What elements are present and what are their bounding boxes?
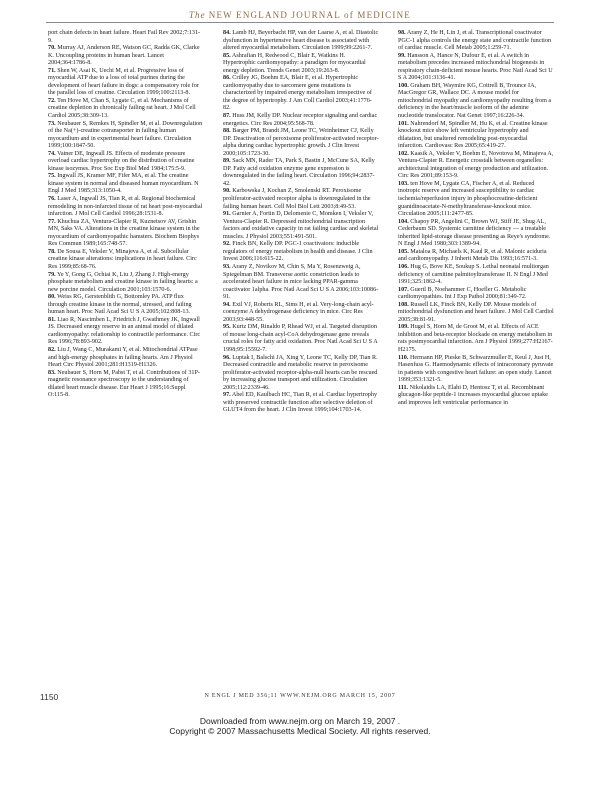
reference-text: Graham BH, Waymire KG, Cottrell B, Trounce IA, MacGregor GR, Wallace DC. A mouse model for mitochondrial myopathy and cardiomyopathy resulting from a deficiency in the heart/muscle isoform of the adenine nucleotide translocator. Nat Genet 1997;16:226-34. [398,82,552,120]
reference-entry [398,121,554,151]
reference-number: 87. [223,113,231,120]
journal-header-pre: The [189,10,206,20]
reference-text: Weiss RG, Gerstenblith G, Bottomley PA. ATP flux through creatine kinase in the normal, stressed, and failing human heart. Proc Natl Acad Sci U S A 2005;102:808-13. [48,294,192,316]
reference-entry [398,53,554,83]
reference-entry [398,249,554,264]
reference-text: De Sousa E, Veksler V, Minajeva A, et al. Subcellular creatine kinase alterations: implications in heart failure. Circ Res 1999;85:68-76. [48,248,197,270]
reference-number: 99. [398,52,406,59]
reference-entry [223,302,379,325]
reference-column-3 [398,30,554,407]
reference-number: 74. [48,150,56,157]
journal-header-name: NEW ENGLAND JOURNAL of MEDICINE [208,10,411,20]
reference-number: 102. [398,150,409,157]
reference-number: 111. [398,384,409,391]
reference-number: 72. [48,97,56,104]
reference-text: Laser A, Ingwall JS, Tian R, et al. Regional biochemical remodeling in non-infarcted tissue of rat heart post-myocardial infarction. J Mol Cell Cardiol 1996;28:1531-8. [48,196,203,218]
reference-number: 100. [398,82,409,89]
reference-entry [223,264,379,302]
reference-entry [48,347,204,370]
reference-number: 71. [48,67,56,74]
reference-number: 80. [48,294,56,301]
reference-number: 88. [223,128,231,135]
reference-entry [223,211,379,241]
reference-text: Neubauer S, Remkes H, Spindler M, et al. Downregulation of the Na(+)-creatine cotransporter in failing human myocardium and in experimental heart failure. Circulation 1999;100:1847-50. [48,120,203,150]
reference-number: 76. [48,196,56,203]
reference-text: Nikolaidis LA, Elahi D, Hentosz T, et al. Recombinant glucagon-like peptide-1 increases myocardial glucose uptake and improves left ventricular performance in [398,384,548,406]
reference-text: Luptak I, Balschi JA, Xing Y, Leone TC, Kelly DP, Tian R. Decreased contractile and metabolic reserve in peroxisome proliferator-activated receptor-alpha-null hearts can be rescued by increasing glucose transport and utilization. Circulation 2005;112:2339-46. [223,354,378,391]
reference-entry [398,355,554,385]
reference-entry [223,188,379,211]
reference-text: Chapoy PR, Angelini C, Brown WJ, Stiff JE, Shug AL, Cederbaum SD. Systemic carnitine deficiency — a treatable inherited lipid-storage disease presenting as Reye's syndrome. N Engl J Med 1980;303:1389-94. [398,218,551,248]
reference-text: Barger PM, Brandt JM, Leone TC, Weinheimer CJ, Kelly DP. Deactivation of peroxisome proliferator-activated receptor-alpha during cardiac hypertrophic growth. J Clin Invest 2000;105:1723-30. [223,128,379,157]
reference-entry [223,53,379,76]
reference-entry [48,68,204,98]
reference-entry [398,302,554,325]
reference-number: 108. [398,301,409,308]
reference-text: Huss JM, Kelly DP. Nuclear receptor signaling and cardiac energetics. Circ Res 2004;95:568-78. [223,113,378,127]
reference-entry [398,30,554,53]
reference-entry [223,75,379,113]
reference-entry [223,30,379,53]
reference-text: Karbowska J, Kochan Z, Smolenski RT. Peroxisome proliferator-activated receptor alpha is downregulated in the failing human heart. Cell Mol Biol Lett 2003;8:49-53. [223,188,371,210]
reference-text: Vatner DE, Ingwall JS. Effects of moderate pressure overload cardiac hypertrophy on the distribution of creatine kinase isozymes. Proc Soc Exp Biol Med 1984;175:5-9. [48,150,195,172]
reference-text: Neubauer S, Horn M, Pabst T, et al. Contributions of 31P-magnetic resonance spectroscopy to the understanding of dilated heart muscle disease. Eur Heart J 1995;16:Suppl O:115-8. [48,369,200,399]
reference-entry [223,128,379,158]
reference-text: Russell LK, Finck BN, Kelly DP. Mouse models of mitochondrial dysfunction and heart failure. J Mol Cell Cardiol 2005;38:81-91. [398,301,554,323]
reference-text: Exil VJ, Roberts RL, Sims H, et al. Very-long-chain acyl-coenzyme A dehydrogenase deficiency in mice. Circ Res 2003;93:448-55. [223,301,374,323]
page-number: 1150 [40,692,59,702]
reference-number: 96. [223,354,231,361]
reference-text: Hugel S, Horn M, de Groot M, et al. Effects of ACE inhibition and beta-receptor blockade on energy metabolism in rats postmyocardial infarction. Am J Physiol 1999;277:H2167-H2175. [398,324,553,353]
reference-number: 83. [48,369,56,376]
reference-text: Finck BN, Kelly DP. PGC-1 coactivators: inducible regulators of energy metabolism in health and disease. J Clin Invest 2006;116:615-22. [223,241,373,263]
reference-entry [223,355,379,393]
reference-number: 106. [398,263,409,270]
reference-entry [398,264,554,287]
reference-entry [398,83,554,121]
reference-entry [223,392,379,415]
reference-text: Liao R, Nascimben L, Friedrich J, Gwathmey JK, Ingwall JS. Decreased energy reserve in an animal model of dilated cardiomyopathy: relationship to contractile performance. Circ Res 1996;78:893-902. [48,316,201,346]
reference-text: Abel ED, Kaulbach HC, Tian R, et al. Cardiac hypertrophy with preserved contractile function after selective deletion of GLUT4 from the heart. J Clin Invest 1999;104:1703-14. [223,392,378,414]
reference-text: Ten Hove M, Chan S, Lygate C, et al. Mechanisms of creatine depletion in chronically failing rat heart. J Mol Cell Cardiol 2005;38:309-13. [48,97,196,120]
download-notice-line-1: Downloaded from www.nejm.org on March 19, 2007 . [199,716,401,726]
reference-entry [398,219,554,249]
reference-entry [223,324,379,354]
reference-entry [48,196,204,219]
reference-text: ten Hove M, Lygate CA, Fischer A, et al. Reduced inotropic reserve and increased susceptibility to cardiac ischemia/reperfusion injury in phosphocreatine-deficient guanidinoacetate-N-methyltransferase-knockout mice. Circulation 2005;111:2477-85. [398,180,538,218]
copyright-line: Copyright © 2007 Massachusetts Medical Society. All rights reserved. [169,726,431,736]
reference-entry [48,272,204,295]
reference-text: Ye Y, Gong G, Ochiai K, Liu J, Zhang J. High-energy phosphate metabolism and creatine kinase in failing hearts: a new porcine model. Circulation 2001;103:1570-6. [48,271,198,293]
reference-text: Hug G, Bove KE, Soukup S. Lethal neonatal multiorgan deficiency of carnitine palmitoyltransferase II. N Engl J Med 1991;325:1862-4. [398,263,549,286]
reference-text: Hansson A, Hance N, Dufour E, et al. A switch in metabolism precedes increased mitochondrial biogenesis in respiratory chain-deficient mouse hearts. Proc Natl Acad Sci U S A 2004;101:3136-41. [398,52,553,82]
reference-number: 101. [398,120,409,127]
reference-number: 89. [223,158,231,165]
reference-text: Liu J, Wang C, Murakami Y, et al. Mitochondrial ATPase and high-energy phosphates in failing hearts. Am J Physiol Heart Circ Physiol 2001;281:H1319-H1326. [48,346,198,369]
reference-number: 104. [398,218,409,225]
reference-number: 81. [48,316,56,323]
reference-number: 95. [223,324,231,331]
reference-number: 90. [223,188,231,195]
journal-citation-line: N ENGL J MED 356;11 WWW.NEJM.ORG MARCH 15, 2007 [204,693,396,699]
reference-text: Lamb HJ, Beyerbacht HP, van der Laarse A, et al. Diastolic dysfunction in hypertensive heart disease is associated with altered myocardial metabolism. Circulation 1999;99:2261-7. [223,30,379,52]
reference-entry [398,181,554,219]
reference-text: Arany Z, Novikov M, Chin S, Ma Y, Rosenzweig A, Spiegelman BM. Transverse aortic constriction leads to accelerated heart failure in mice lacking PPAR-gamma coactivator 1alpha. Proc Natl Acad Sci U S A 2006;103:10086-91. [223,263,379,301]
reference-text: Crilley JG, Boehm EA, Blair E, et al. Hypertrophic cardiomyopathy due to sarcomere gene mutations is characterized by impaired energy metabolism irrespective of the degree of hypertrophy. J Am Coll Cardiol 2003;41:1776-82. [223,75,372,112]
header-rule [46,22,554,23]
reference-entry [48,219,204,249]
reference-column-2 [223,30,379,415]
reference-text: Garnier A, Fortin D, Delomenie C, Momken I, Veksler V, Ventura-Clapier R. Depressed mitochondrial transcription factors and oxidative capacity in rat failing cardiac and skeletal muscles. J Physiol 2003;551:491-501. [223,211,379,240]
reference-entry [48,121,204,151]
reference-number: 107. [398,286,409,293]
reference-number: 92. [223,241,231,248]
reference-entry [48,370,204,400]
reference-text: Guertl B, Noehammer C, Hoefler G. Metabolic cardiomyopathies. Int J Exp Pathol 2000;81:349-72. [398,286,527,301]
reference-entry [398,151,554,181]
reference-number: 78. [48,248,56,255]
reference-text: Murray AJ, Anderson RE, Watson GC, Radda GK, Clarke K. Uncoupling proteins in human heart. Lancet 2004;364:1786-8. [48,45,200,67]
reference-text: Nahrendorf M, Spindler M, Hu K, et al. Creatine kinase knockout mice show left ventricular hypertrophy and dilatation, but unaltered remodeling post-myocardial infarction. Cardiovasc Res 2005;65:419-27. [398,120,548,150]
reference-number: 79. [48,271,56,278]
reference-entry [398,385,554,408]
reference-entry [48,45,204,68]
reference-text: Ingwall JS, Kramer MF, Fifer MA, et al. The creatine kinase system in normal and diseased human myocardium. N Engl J Med 1985;313:1050-4. [48,173,199,195]
reference-number: 98. [398,30,406,36]
reference-number: 85. [223,52,231,59]
reference-entry [48,317,204,347]
reference-number: 86. [223,75,231,82]
reference-entry [398,324,554,354]
reference-number: 109. [398,324,409,331]
page-footer [0,693,600,703]
reference-entry [48,173,204,196]
reference-number: 84. [223,30,231,36]
reference-number: 105. [398,248,409,255]
reference-text: Khuchua ZA, Ventura-Clapier R, Kuznetsov AV, Grishin MN, Saks VA. Alterations in the creatine kinase system in the myocardium of cardiomyopathic hamsters. Biochem Biophys Res Commun 1989;165:748-57. [48,218,200,248]
reference-entry [48,30,204,45]
reference-number: 75. [48,173,56,180]
reference-text: Sack MN, Rader TA, Park S, Bastin J, McCune SA, Kelly DP. Fatty acid oxidation enzyme gene expression is downregulated in the failing heart. Circulation 1996;94:2837-42. [223,158,375,187]
reference-number: 82. [48,346,56,353]
reference-entry [223,158,379,188]
reference-text: port chain defects in heart failure. Heart Fail Rev 2002;7:131-9. [48,30,201,44]
reference-number: 91. [223,211,231,218]
reference-column-1 [48,30,204,400]
reference-text: Shen W, Asai K, Uechi M, et al. Progressive loss of myocardial ATP due to a loss of total purines during the development of heart failure in dogs: a compensatory role for the parallel loss of creatine. Circulation 1999;100:2113-8. [48,67,199,97]
reference-number: 73. [48,120,56,127]
download-notice [0,716,600,736]
reference-number: 94. [223,301,231,308]
reference-entry [48,249,204,272]
reference-entry [223,241,379,264]
reference-entry [48,98,204,121]
reference-number: 77. [48,218,56,225]
reference-text: Kaasik A, Veksler V, Boehm E, Novotova M, Minajeva A, Ventura-Clapier R. Energetic crosstalk between organelles: architectural integration of energy production and utilization. Circ Res 2001;89:153-9. [398,150,554,180]
reference-text: Arany Z, He H, Lin J, et al. Transcriptional coactivator PGC-1 alpha controls the energy state and contractile function of cardiac muscle. Cell Metab 2005;1:259-71. [398,30,552,52]
reference-number: 103. [398,180,409,187]
reference-text: Hermann HP, Pieske B, Schwarzmuller E, Keul J, Just H, Hasenfuss G. Haemodynamic effects of intracoronary pyruvate in patients with congestive heart failure: an open study. Lancet 1999;353:1321-5. [398,354,554,384]
reference-entry [223,113,379,128]
journal-header [0,10,600,20]
reference-text: Ashrafian H, Redwood C, Blair E, Watkins H. Hypertrophic cardiomyopathy: a paradigm for myocardial energy depletion. Trends Genet 2003;19:263-8. [223,52,366,74]
reference-number: 93. [223,263,231,270]
reference-entry [48,294,204,317]
reference-number: 97. [223,392,231,399]
reference-entry [398,287,554,302]
reference-number: 110. [398,354,409,361]
reference-text: Kurtz DM, Rinaldo P, Rhead WJ, et al. Targeted disruption of mouse long-chain acyl-CoA dehydrogenase gene reveals crucial roles for fatty acid oxidation. Proc Natl Acad Sci U S A 1998;95:15592-7. [223,324,378,353]
reference-entry [48,151,204,174]
reference-text: Mataloa R, Michaels K, Kaul R, et al. Malonic aciduria and cardiomyopathy. J Inherit Metab Dis 1993;16:571-3. [398,248,547,263]
reference-number: 70. [48,45,56,52]
